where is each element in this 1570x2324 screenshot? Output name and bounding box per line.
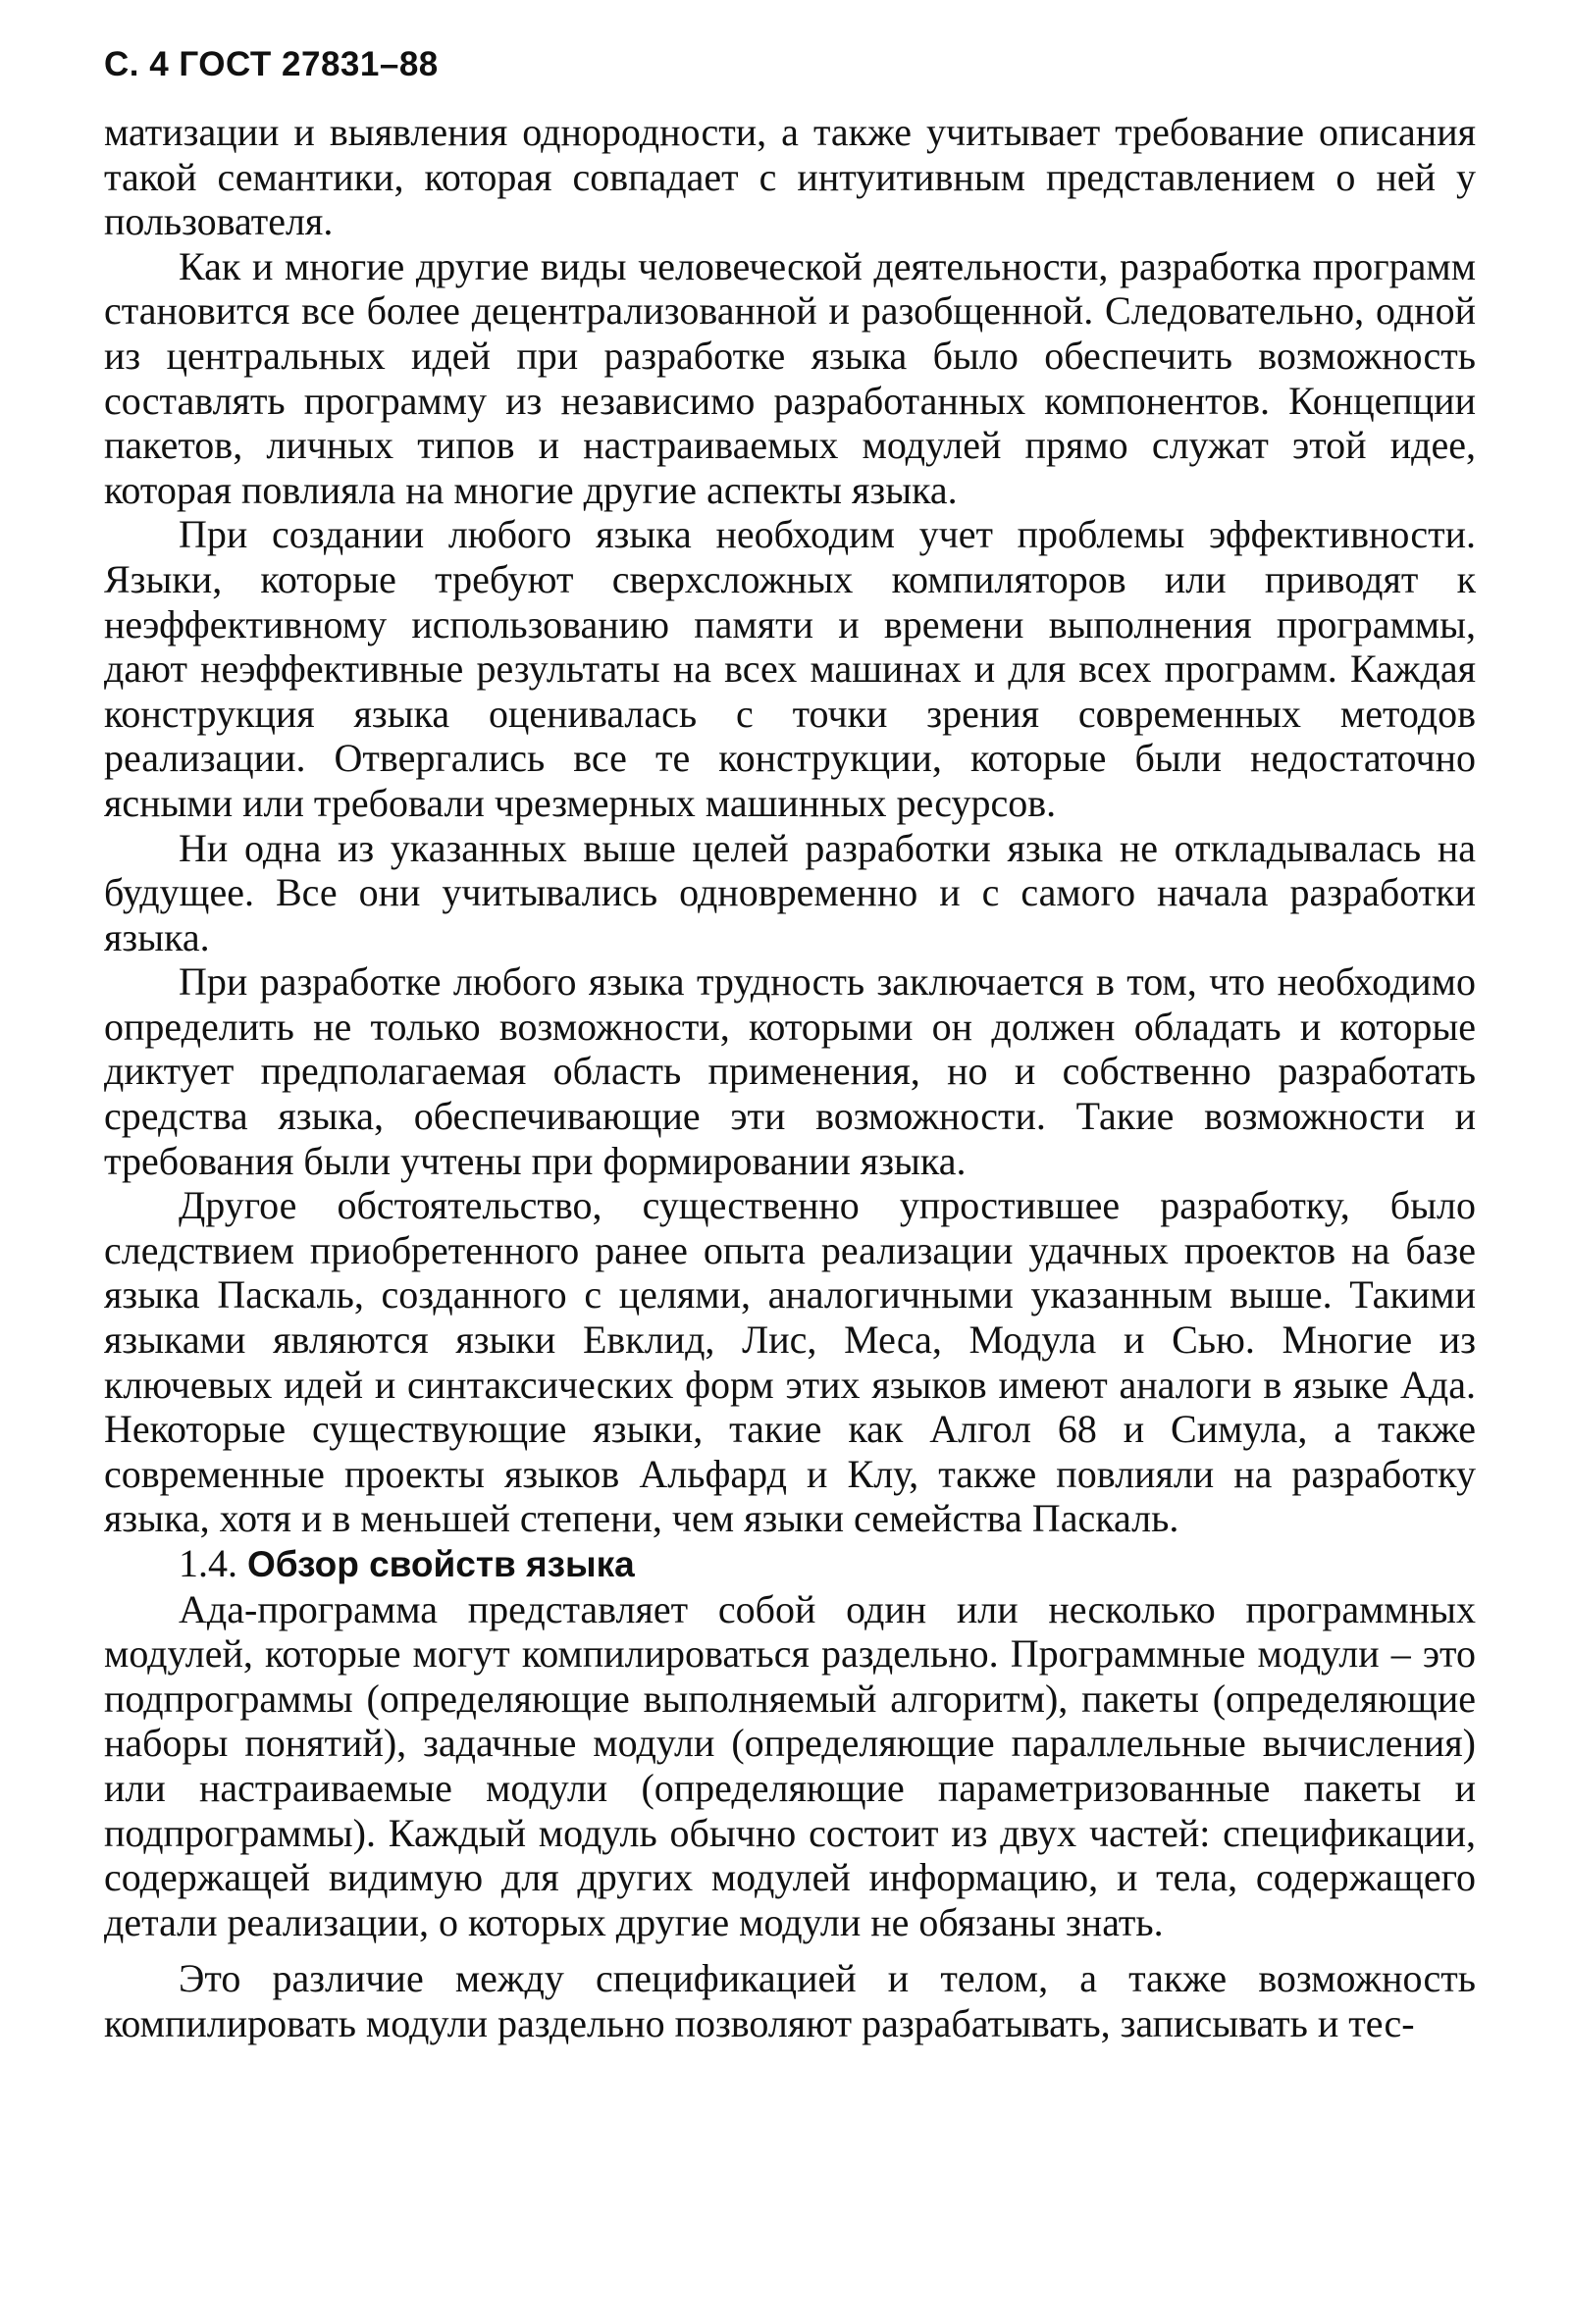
section-title: Обзор свойств языка: [247, 1544, 635, 1584]
paragraph: Как и многие другие виды человеческой деятельности, разработка программ становится все более децентрализованной и разобщенной. Следовательно, одной из центральных идей при разработке языка было обеспечить возможность составлять программу из независимо разработанных компонентов. Концепции пакетов, личных типов и настраиваемых модулей прямо служат этой идее, которая повлияла на многие другие аспекты языка.: [104, 243, 1476, 512]
paragraph: Ада-программа представляет собой один или несколько программных модулей, которые могут компилироваться раздельно. Программные модули – это подпрограммы (определяющие выполняемый алгоритм), пакеты (определяющие наборы понятий), задачные модули (определяющие параллельные вычисления) или настраиваемые модули (определяющие параметризованные пакеты и подпрограммы). Каждый модуль обычно состоит из двух частей: спецификации, содержащей видимую для других модулей информацию, и тела, содержащего детали реализации, о которых другие модули не обязаны знать.: [104, 1586, 1476, 1944]
paragraph: При разработке любого языка трудность заключается в том, что необходимо определить не только возможности, которыми он должен обладать и которые диктует предполагаемая область применения, но и собственно разработать средства языка, обеспечивающие эти возможности. Такие возможности и требования были учтены при формировании языка.: [104, 959, 1476, 1183]
section-number: 1.4.: [179, 1541, 237, 1585]
paragraph: Это различие между спецификацией и телом, а также возможность компилировать модули раздельно позволяют разрабатывать, записывать и тес-: [104, 1956, 1476, 2045]
paragraph: Другое обстоятельство, существенно упростившее разработку, было следствием приобретенного ранее опыта реализации удачных проектов на базе языка Паскаль, созданного с целями, аналогичными указанным выше. Такими языками являются языки Евклид, Лис, Меса, Модула и Сью. Многие из ключевых идей и синтаксических форм этих языков имеют аналоги в языке Ада. Некоторые существующие языки, такие как Алгол 68 и Симула, а также современные проекты языков Альфард и Клу, также повлияли на разработку языка, хотя и в меньшей степени, чем языки семейства Паскаль.: [104, 1183, 1476, 1541]
section-heading: [104, 1541, 1476, 1587]
paragraph: При создании любого языка необходим учет проблемы эффективности. Языки, которые требуют сверхсложных компиляторов или приводят к неэффективному использованию памяти и времени выполнения программы, дают неэффективные результаты на всех машинах и для всех программ. Каждая конструкция языка оценивалась с точки зрения современных методов реализации. Отвергались все те конструкции, которые были недостаточно ясными или требовали чрезмерных машинных ресурсов.: [104, 512, 1476, 825]
paragraph: Ни одна из указанных выше целей разработки языка не откладывалась на будущее. Все они учитывались одновременно и с самого начала разработки языка.: [104, 825, 1476, 959]
page-header: С. 4 ГОСТ 27831–88: [104, 45, 439, 83]
paragraph: матизации и выявления однородности, а также учитывает требование описания такой семантики, которая совпадает с интуитивным представлением о ней у пользователя.: [104, 110, 1476, 244]
body-text: [104, 110, 1476, 2046]
